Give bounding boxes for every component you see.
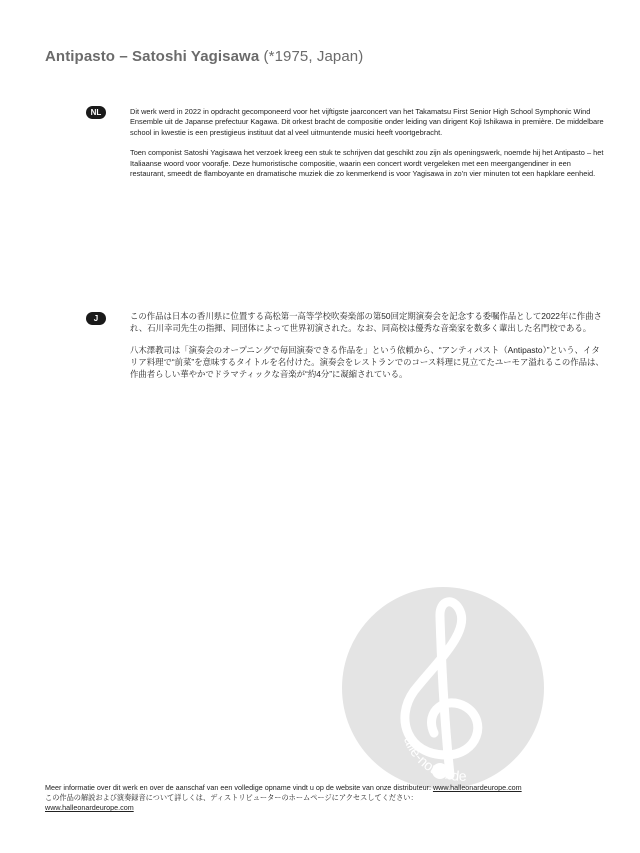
paragraph-nl-2: Toen componist Satoshi Yagisawa het verzoek kreeg een stuk te schrijven dat geschikt zou zijn als openingswerk, noemde hij het Antipasto – het Italiaanse woord voor voorafje. Deze humoristische compositie, waarin een concert wordt vergeleken met een meergangendiner in een restaurant, smeedt de flamboyante en dramatische muziek die zo kenmerkend is voor Yagisawa in zo’n vier minuten tot een hapklare eenheid. <box>130 148 604 179</box>
footer-link-2[interactable]: www.halleonardeurope.com <box>45 803 134 812</box>
paragraph-j-2: 八木澤教司は「演奏会のオープニングで毎回演奏できる作品を」という依頼から、“アンティパスト（Antipasto）”という、イタリア料理で“前菜”を意味するタイトルを名付けた。演奏会をレストランでのコース料理に見立てたユーモア溢れるこの作品は、作曲者らしい華やかでドラマティックな音楽が“約4分”に凝縮されている。 <box>130 345 604 379</box>
language-badge-j: J <box>86 312 106 325</box>
title-subtitle: (*1975, Japan) <box>259 48 364 65</box>
watermark-text: alle-noten.de <box>401 734 467 784</box>
footer <box>45 783 605 813</box>
language-badge-nl: NL <box>86 106 106 119</box>
footer-line-2: この作品の解説および演奏録音について詳しくは、ディストリビューターのホームページにアクセスしてください： <box>45 793 418 802</box>
section-dutch <box>130 107 606 189</box>
title-main: Antipasto – Satoshi Yagisawa <box>45 48 260 65</box>
watermark <box>342 587 544 789</box>
section-japanese <box>130 310 606 390</box>
footer-line-1 <box>45 783 605 793</box>
page-title <box>45 48 363 65</box>
footer-line-1-text: Meer informatie over dit werk en over de aanschaf van een volledige opname vindt u op de website van onze distributeur: <box>45 783 433 792</box>
paragraph-nl-1: Dit werk werd in 2022 in opdracht gecomponeerd voor het vijftigste jaarconcert van het Takamatsu First Senior High School Symphonic Wind Ensemble uit de Japanse prefectuur Kagawa. Dit orkest bracht de compositie onder leiding van dirigent Koji Ishikawa in première. De middelbare school in kwestie is een prestigieus instituut dat al veel uitmuntende musici heeft voortgebracht. <box>130 107 604 137</box>
footer-link-1[interactable]: www.halleonardeurope.com <box>432 783 522 792</box>
paragraph-j-1: この作品は日本の香川県に位置する高松第一高等学校吹奏楽部の第50回定期演奏会を記念する委嘱作品として2022年に作曲され、石川幸司先生の指揮、同団体によって世界初演された。なお、同高校は優秀な音楽家を数多く輩出した名門校である。 <box>130 311 602 333</box>
treble-clef-icon <box>342 587 544 789</box>
